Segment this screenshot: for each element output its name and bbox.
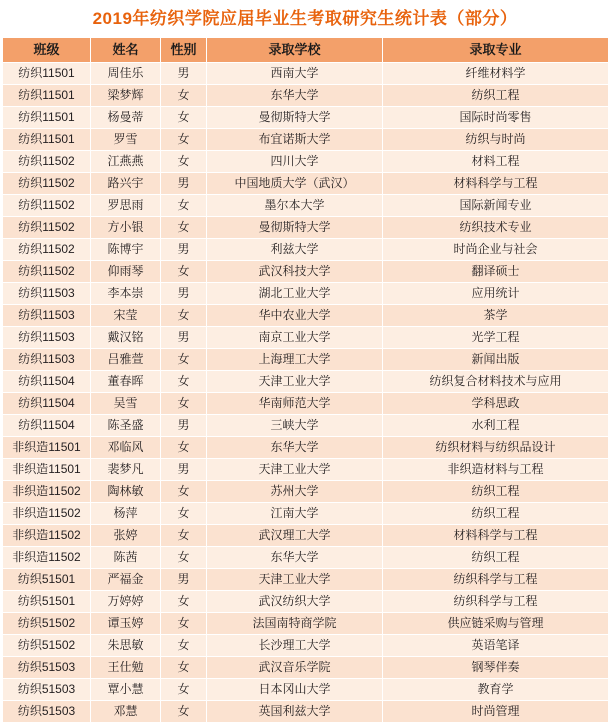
table-row: [3, 613, 609, 635]
cell-gender: 女: [161, 393, 207, 415]
cell-major: 国际新闻专业: [383, 195, 609, 217]
cell-name: 吴雪: [91, 393, 161, 415]
table-row: [3, 481, 609, 503]
cell-gender: 男: [161, 569, 207, 591]
cell-name: 万婷婷: [91, 591, 161, 613]
cell-name: 陈博宇: [91, 239, 161, 261]
cell-class: 纺织11502: [3, 151, 91, 173]
cell-school: 天津工业大学: [207, 569, 383, 591]
column-header-major: 录取专业: [383, 38, 609, 63]
table-row: [3, 393, 609, 415]
table-row: [3, 437, 609, 459]
cell-gender: 女: [161, 305, 207, 327]
cell-class: 纺织11503: [3, 283, 91, 305]
table-row: [3, 459, 609, 481]
cell-major: 纺织工程: [383, 547, 609, 569]
table-row: [3, 283, 609, 305]
cell-school: 湖北工业大学: [207, 283, 383, 305]
cell-major: 材料科学与工程: [383, 525, 609, 547]
cell-gender: 男: [161, 173, 207, 195]
cell-school: 曼彻斯特大学: [207, 217, 383, 239]
table-body: [3, 63, 609, 723]
cell-gender: 女: [161, 525, 207, 547]
table-row: [3, 261, 609, 283]
cell-major: 纺织科学与工程: [383, 569, 609, 591]
cell-gender: 女: [161, 217, 207, 239]
cell-major: 非织造材料与工程: [383, 459, 609, 481]
cell-school: 华中农业大学: [207, 305, 383, 327]
cell-name: 严福金: [91, 569, 161, 591]
table-row: [3, 415, 609, 437]
cell-gender: 女: [161, 349, 207, 371]
cell-major: 应用统计: [383, 283, 609, 305]
cell-school: 英国利兹大学: [207, 701, 383, 723]
cell-class: 纺织51501: [3, 591, 91, 613]
cell-major: 英语笔译: [383, 635, 609, 657]
cell-school: 武汉音乐学院: [207, 657, 383, 679]
cell-name: 杨萍: [91, 503, 161, 525]
cell-school: 东华大学: [207, 437, 383, 459]
table-row: [3, 371, 609, 393]
cell-major: 纤维材料学: [383, 63, 609, 85]
cell-major: 纺织与时尚: [383, 129, 609, 151]
table-row: [3, 107, 609, 129]
cell-name: 杨曼蒂: [91, 107, 161, 129]
cell-major: 翻译硕士: [383, 261, 609, 283]
cell-class: 纺织11502: [3, 217, 91, 239]
cell-gender: 女: [161, 591, 207, 613]
cell-major: 纺织复合材料技术与应用: [383, 371, 609, 393]
cell-class: 纺织11502: [3, 195, 91, 217]
cell-gender: 女: [161, 679, 207, 701]
cell-class: 纺织11502: [3, 173, 91, 195]
table-row: [3, 195, 609, 217]
cell-name: 邓慧: [91, 701, 161, 723]
column-header-school: 录取学校: [207, 38, 383, 63]
table-row: [3, 85, 609, 107]
cell-gender: 女: [161, 481, 207, 503]
cell-class: 纺织11503: [3, 327, 91, 349]
cell-class: 纺织11504: [3, 371, 91, 393]
cell-school: 三峡大学: [207, 415, 383, 437]
cell-gender: 女: [161, 635, 207, 657]
table-row: [3, 547, 609, 569]
cell-gender: 男: [161, 283, 207, 305]
cell-school: 中国地质大学（武汉）: [207, 173, 383, 195]
cell-school: 日本冈山大学: [207, 679, 383, 701]
cell-gender: 女: [161, 437, 207, 459]
table-row: [3, 217, 609, 239]
cell-class: 纺织51503: [3, 657, 91, 679]
cell-major: 纺织工程: [383, 503, 609, 525]
table-row: [3, 679, 609, 701]
table-row: [3, 305, 609, 327]
cell-gender: 男: [161, 459, 207, 481]
table-row: [3, 173, 609, 195]
cell-class: 纺织11503: [3, 305, 91, 327]
cell-gender: 女: [161, 657, 207, 679]
cell-major: 茶学: [383, 305, 609, 327]
cell-class: 纺织11502: [3, 261, 91, 283]
column-header-gender: 性别: [161, 38, 207, 63]
table-row: [3, 701, 609, 723]
table-row: [3, 525, 609, 547]
cell-school: 天津工业大学: [207, 459, 383, 481]
cell-name: 李本崇: [91, 283, 161, 305]
cell-school: 长沙理工大学: [207, 635, 383, 657]
cell-major: 光学工程: [383, 327, 609, 349]
table-row: [3, 569, 609, 591]
cell-name: 邓临风: [91, 437, 161, 459]
cell-gender: 女: [161, 107, 207, 129]
column-header-name: 姓名: [91, 38, 161, 63]
cell-class: 纺织51502: [3, 613, 91, 635]
cell-class: 纺织11503: [3, 349, 91, 371]
cell-class: 纺织11501: [3, 129, 91, 151]
table-row: [3, 327, 609, 349]
cell-school: 布宜诺斯大学: [207, 129, 383, 151]
cell-gender: 女: [161, 547, 207, 569]
cell-class: 非织造11502: [3, 503, 91, 525]
cell-name: 梁梦辉: [91, 85, 161, 107]
cell-gender: 男: [161, 239, 207, 261]
cell-major: 新闻出版: [383, 349, 609, 371]
cell-major: 纺织技术专业: [383, 217, 609, 239]
cell-name: 王仕勉: [91, 657, 161, 679]
cell-name: 路兴宇: [91, 173, 161, 195]
cell-class: 纺织11502: [3, 239, 91, 261]
cell-school: 西南大学: [207, 63, 383, 85]
cell-class: 纺织11501: [3, 107, 91, 129]
cell-major: 纺织科学与工程: [383, 591, 609, 613]
cell-name: 罗思雨: [91, 195, 161, 217]
cell-school: 天津工业大学: [207, 371, 383, 393]
cell-class: 纺织51502: [3, 635, 91, 657]
cell-major: 纺织材料与纺织品设计: [383, 437, 609, 459]
cell-gender: 男: [161, 63, 207, 85]
cell-name: 张婷: [91, 525, 161, 547]
cell-gender: 男: [161, 415, 207, 437]
cell-school: 墨尔本大学: [207, 195, 383, 217]
cell-name: 戴汉铭: [91, 327, 161, 349]
table-row: [3, 151, 609, 173]
cell-school: 华南师范大学: [207, 393, 383, 415]
cell-major: 国际时尚零售: [383, 107, 609, 129]
table-row: [3, 129, 609, 151]
table-row: [3, 591, 609, 613]
cell-class: 纺织11501: [3, 63, 91, 85]
cell-major: 教育学: [383, 679, 609, 701]
cell-major: 材料工程: [383, 151, 609, 173]
cell-school: 武汉理工大学: [207, 525, 383, 547]
cell-name: 宋莹: [91, 305, 161, 327]
cell-major: 时尚企业与社会: [383, 239, 609, 261]
cell-class: 纺织51501: [3, 569, 91, 591]
cell-major: 钢琴伴奏: [383, 657, 609, 679]
cell-school: 法国南特商学院: [207, 613, 383, 635]
cell-gender: 女: [161, 129, 207, 151]
cell-school: 东华大学: [207, 547, 383, 569]
cell-name: 董春晖: [91, 371, 161, 393]
cell-major: 时尚管理: [383, 701, 609, 723]
cell-school: 利兹大学: [207, 239, 383, 261]
cell-school: 武汉纺织大学: [207, 591, 383, 613]
cell-gender: 女: [161, 261, 207, 283]
cell-name: 方小银: [91, 217, 161, 239]
cell-gender: 女: [161, 503, 207, 525]
cell-school: 江南大学: [207, 503, 383, 525]
cell-name: 陈茜: [91, 547, 161, 569]
column-header-class: 班级: [3, 38, 91, 63]
cell-class: 纺织11501: [3, 85, 91, 107]
cell-name: 仰雨琴: [91, 261, 161, 283]
cell-class: 非织造11501: [3, 459, 91, 481]
cell-major: 水利工程: [383, 415, 609, 437]
cell-school: 南京工业大学: [207, 327, 383, 349]
cell-name: 周佳乐: [91, 63, 161, 85]
cell-school: 武汉科技大学: [207, 261, 383, 283]
cell-class: 纺织51503: [3, 701, 91, 723]
cell-name: 陶林敏: [91, 481, 161, 503]
cell-school: 苏州大学: [207, 481, 383, 503]
cell-gender: 女: [161, 701, 207, 723]
table-row: [3, 349, 609, 371]
cell-class: 纺织11504: [3, 415, 91, 437]
graduate-admission-table: [2, 37, 609, 723]
cell-gender: 女: [161, 195, 207, 217]
cell-class: 非织造11502: [3, 481, 91, 503]
table-row: [3, 63, 609, 85]
table-row: [3, 503, 609, 525]
table-row: [3, 239, 609, 261]
table-row: [3, 657, 609, 679]
cell-class: 纺织11504: [3, 393, 91, 415]
cell-gender: 女: [161, 151, 207, 173]
cell-name: 陈圣盛: [91, 415, 161, 437]
cell-name: 裴梦凡: [91, 459, 161, 481]
cell-school: 曼彻斯特大学: [207, 107, 383, 129]
cell-gender: 女: [161, 371, 207, 393]
table-header-row: [3, 38, 609, 63]
cell-name: 朱思敏: [91, 635, 161, 657]
cell-major: 纺织工程: [383, 85, 609, 107]
cell-gender: 女: [161, 613, 207, 635]
cell-school: 上海理工大学: [207, 349, 383, 371]
cell-major: 材料科学与工程: [383, 173, 609, 195]
table-row: [3, 635, 609, 657]
cell-name: 覃小慧: [91, 679, 161, 701]
cell-major: 纺织工程: [383, 481, 609, 503]
cell-major: 学科思政: [383, 393, 609, 415]
cell-gender: 男: [161, 327, 207, 349]
cell-name: 罗雪: [91, 129, 161, 151]
cell-gender: 女: [161, 85, 207, 107]
cell-name: 吕雅萱: [91, 349, 161, 371]
cell-school: 东华大学: [207, 85, 383, 107]
cell-class: 非织造11502: [3, 547, 91, 569]
page-title: 2019年纺织学院应届毕业生考取研究生统计表（部分）: [92, 9, 518, 28]
cell-class: 纺织51503: [3, 679, 91, 701]
cell-class: 非织造11502: [3, 525, 91, 547]
table-head: [3, 38, 609, 63]
cell-class: 非织造11501: [3, 437, 91, 459]
cell-school: 四川大学: [207, 151, 383, 173]
cell-name: 谭玉婷: [91, 613, 161, 635]
cell-name: 江燕燕: [91, 151, 161, 173]
cell-major: 供应链采购与管理: [383, 613, 609, 635]
